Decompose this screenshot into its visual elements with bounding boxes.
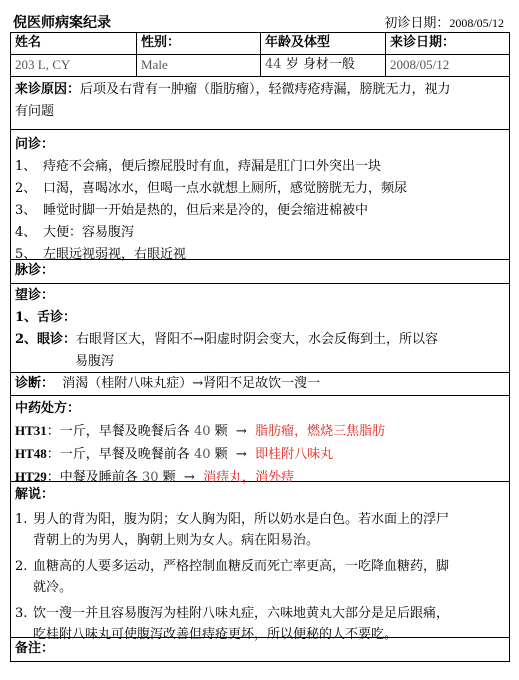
eye-text-1: 右眼肾区大，肾阳不→阳虚时阴会变大，水会反侮到土，所以容 <box>76 332 438 347</box>
eye-label: 2、眼诊： <box>15 332 77 347</box>
inquiry-label: 问诊： <box>15 137 55 152</box>
header-age-body: 年龄及体型 <box>261 33 386 54</box>
inquiry-section <box>11 130 509 260</box>
patient-gender: Male <box>137 55 261 76</box>
prescription-label: 中药处方： <box>15 401 81 416</box>
pulse-label: 脉诊： <box>15 263 55 278</box>
patient-visit-date: 2008/05/12 <box>390 57 450 72</box>
record-table <box>10 32 510 662</box>
header-name: 姓名 <box>11 33 137 54</box>
table-header-row <box>11 33 509 55</box>
first-visit-label: 初诊日期： <box>384 16 450 31</box>
notes-label: 备注： <box>15 641 55 656</box>
patient-age: 44 <box>265 57 282 72</box>
diagnosis-text: 消渴（桂附八味丸症）→肾阳不足故饮一溲一 <box>62 376 321 391</box>
patient-age-unit: 岁 <box>285 57 299 72</box>
inquiry-item: 4、 大便：容易腹泻 <box>15 225 135 240</box>
diagnosis-section <box>11 373 509 396</box>
diagnosis-label: 诊断： <box>15 376 55 391</box>
patient-info-row <box>11 55 509 77</box>
inquiry-item: 2、 口渴，喜喝冰水，但喝一点水就想上厕所，感觉膀胱无力，频尿 <box>15 181 408 196</box>
record-title: 倪医师病案纪录 <box>13 15 111 31</box>
patient-age-body <box>261 55 386 76</box>
explanation-section <box>11 482 509 642</box>
eye-diagnosis <box>11 329 509 351</box>
explanation-label: 解说： <box>15 487 55 502</box>
prescription-item: HT48：一斤，早餐及晚餐前各 40 颗 → 即桂附八味丸 <box>15 446 334 462</box>
prescription-section <box>11 396 509 485</box>
header-visit-date: 来诊日期： <box>390 35 456 50</box>
reason-section <box>11 77 509 130</box>
pulse-section <box>11 260 509 284</box>
observe-label: 望诊： <box>15 288 55 303</box>
header-gender: 性别： <box>137 33 261 54</box>
inquiry-item: 3、 睡觉时脚一开始是热的，但后来是冷的，便会缩进棉被中 <box>15 203 369 218</box>
record-header <box>10 8 510 32</box>
explanation-item: 3. 饮一溲一并且容易腹泻为桂附八味丸症，六味地黄丸大部分是足后跟痛， 吃桂附八味丸可使腹泻改善但痔疮更坏，所以便秘的人不要吃。 <box>15 606 450 642</box>
prescription-item: HT29：中餐及睡前各 30 颗 → 消痔丸，消外痔 <box>15 469 295 485</box>
first-visit-date <box>384 12 504 31</box>
observe-section <box>11 284 509 373</box>
reason-label: 来诊原因： <box>15 82 81 97</box>
explanation-item: 2. 血糖高的人要多运动，严格控制血糖反而死亡率更高，一吃降血糖药，脚 就冷。 <box>15 559 450 595</box>
first-visit-value: 2008/05/12 <box>449 16 504 30</box>
prescription-item: HT31：一斤，早餐及晚餐后各 40 颗 → 脂肪瘤，燃烧三焦脂肪 <box>15 423 386 439</box>
tongue-label: 1、舌诊： <box>15 310 77 325</box>
notes-section <box>11 638 509 662</box>
inquiry-item: 5、 左眼远视弱视，右眼近视 <box>15 247 187 262</box>
patient-name: 203 L, CY <box>11 55 137 76</box>
reason-text-1: 后项及右背有一肿瘤（脂肪瘤），轻微痔疮痔漏，膀胱无力，视力 <box>80 82 451 97</box>
eye-text-2: 易腹泻 <box>75 354 115 369</box>
patient-body: 身材一般 <box>302 57 355 72</box>
inquiry-item: 1、 痔疮不会痛，便后擦屁股时有血，痔漏是肛门口外突出一块 <box>15 159 382 174</box>
explanation-item: 1. 男人的背为阳，腹为阴；女人胸为阳，所以奶水是白色。若水面上的浮尸 背朝上的为男人，胸朝上则为女人。病在阳易治。 <box>15 512 450 548</box>
reason-text-2: 有问题 <box>15 104 55 119</box>
